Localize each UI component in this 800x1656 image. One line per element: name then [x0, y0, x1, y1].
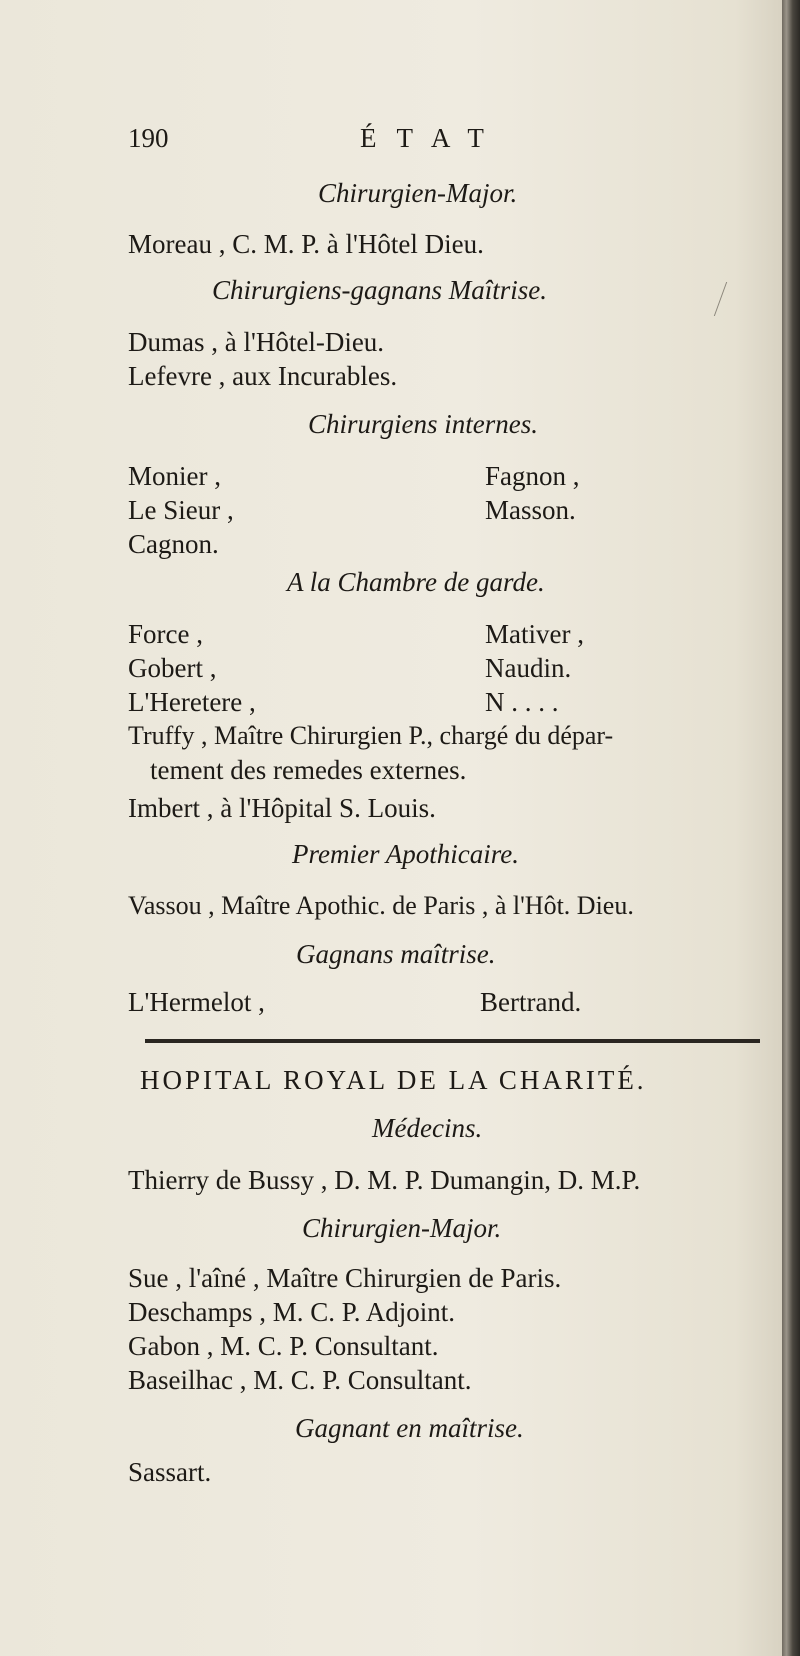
entry-monier: Monier , — [128, 461, 221, 491]
entry-baseilhac: Baseilhac , M. C. P. Consultant. — [128, 1365, 472, 1395]
page-number: 190 — [128, 123, 169, 153]
section-title-charite: HOPITAL ROYAL DE LA CHARITÉ. — [140, 1065, 647, 1095]
entry-masson: Masson. — [485, 495, 576, 525]
margin-mark — [714, 282, 753, 316]
entry-cagnon: Cagnon. — [128, 529, 219, 559]
heading-medecins: Médecins. — [372, 1113, 483, 1143]
page-edge-shadow — [782, 0, 800, 1656]
entry-gabon: Gabon , M. C. P. Consultant. — [128, 1331, 439, 1361]
section-divider — [145, 1039, 760, 1043]
running-title: ÉTAT — [360, 123, 504, 153]
heading-chambre-de-garde: A la Chambre de garde. — [287, 567, 545, 597]
entry-truffy-line2: tement des remedes externes. — [150, 755, 467, 785]
entry-l-hermelot: L'Hermelot , — [128, 987, 265, 1017]
entry-naudin: Naudin. — [485, 653, 572, 683]
entry-moreau: Moreau , C. M. P. à l'Hôtel Dieu. — [128, 229, 484, 259]
heading-gagnans-maitrise-apothicaire: Gagnans maîtrise. — [296, 939, 496, 969]
heading-chirurgien-major: Chirurgien-Major. — [318, 178, 518, 208]
entry-vassou: Vassou , Maître Apothic. de Paris , à l'Hôt. Dieu. — [128, 891, 634, 920]
heading-gagnans-maitrise: Chirurgiens-gagnans Maîtrise. — [212, 275, 548, 305]
entry-deschamps: Deschamps , M. C. P. Adjoint. — [128, 1297, 456, 1327]
entry-truffy-line1: Truffy , Maître Chirurgien P., chargé du dépar- — [128, 721, 614, 750]
heading-chirurgiens-internes: Chirurgiens internes. — [308, 409, 539, 439]
entry-thierry-dumangin: Thierry de Bussy , D. M. P. Dumangin, D. M.P. — [128, 1165, 641, 1195]
entry-force: Force , — [128, 619, 203, 649]
entry-fagnon: Fagnon , — [485, 461, 580, 491]
entry-mativer: Mativer , — [485, 619, 584, 649]
entry-lefevre: Lefevre , aux Incurables. — [128, 361, 398, 391]
entry-le-sieur: Le Sieur , — [128, 495, 234, 525]
heading-chirurgien-major-charite: Chirurgien-Major. — [302, 1213, 502, 1243]
entry-dumas: Dumas , à l'Hôtel-Dieu. — [128, 327, 385, 357]
heading-premier-apothicaire: Premier Apothicaire. — [292, 839, 519, 869]
entry-sue: Sue , l'aîné , Maître Chirurgien de Paris. — [128, 1263, 562, 1293]
entry-gobert: Gobert , — [128, 653, 217, 683]
entry-imbert: Imbert , à l'Hôpital S. Louis. — [128, 793, 436, 823]
heading-gagnant-en-maitrise: Gagnant en maîtrise. — [295, 1413, 524, 1443]
entry-sassart: Sassart. — [128, 1457, 212, 1487]
entry-n-blank: N . . . . — [485, 687, 559, 717]
entry-bertrand: Bertrand. — [480, 987, 582, 1017]
entry-l-heretere: L'Heretere , — [128, 687, 256, 717]
